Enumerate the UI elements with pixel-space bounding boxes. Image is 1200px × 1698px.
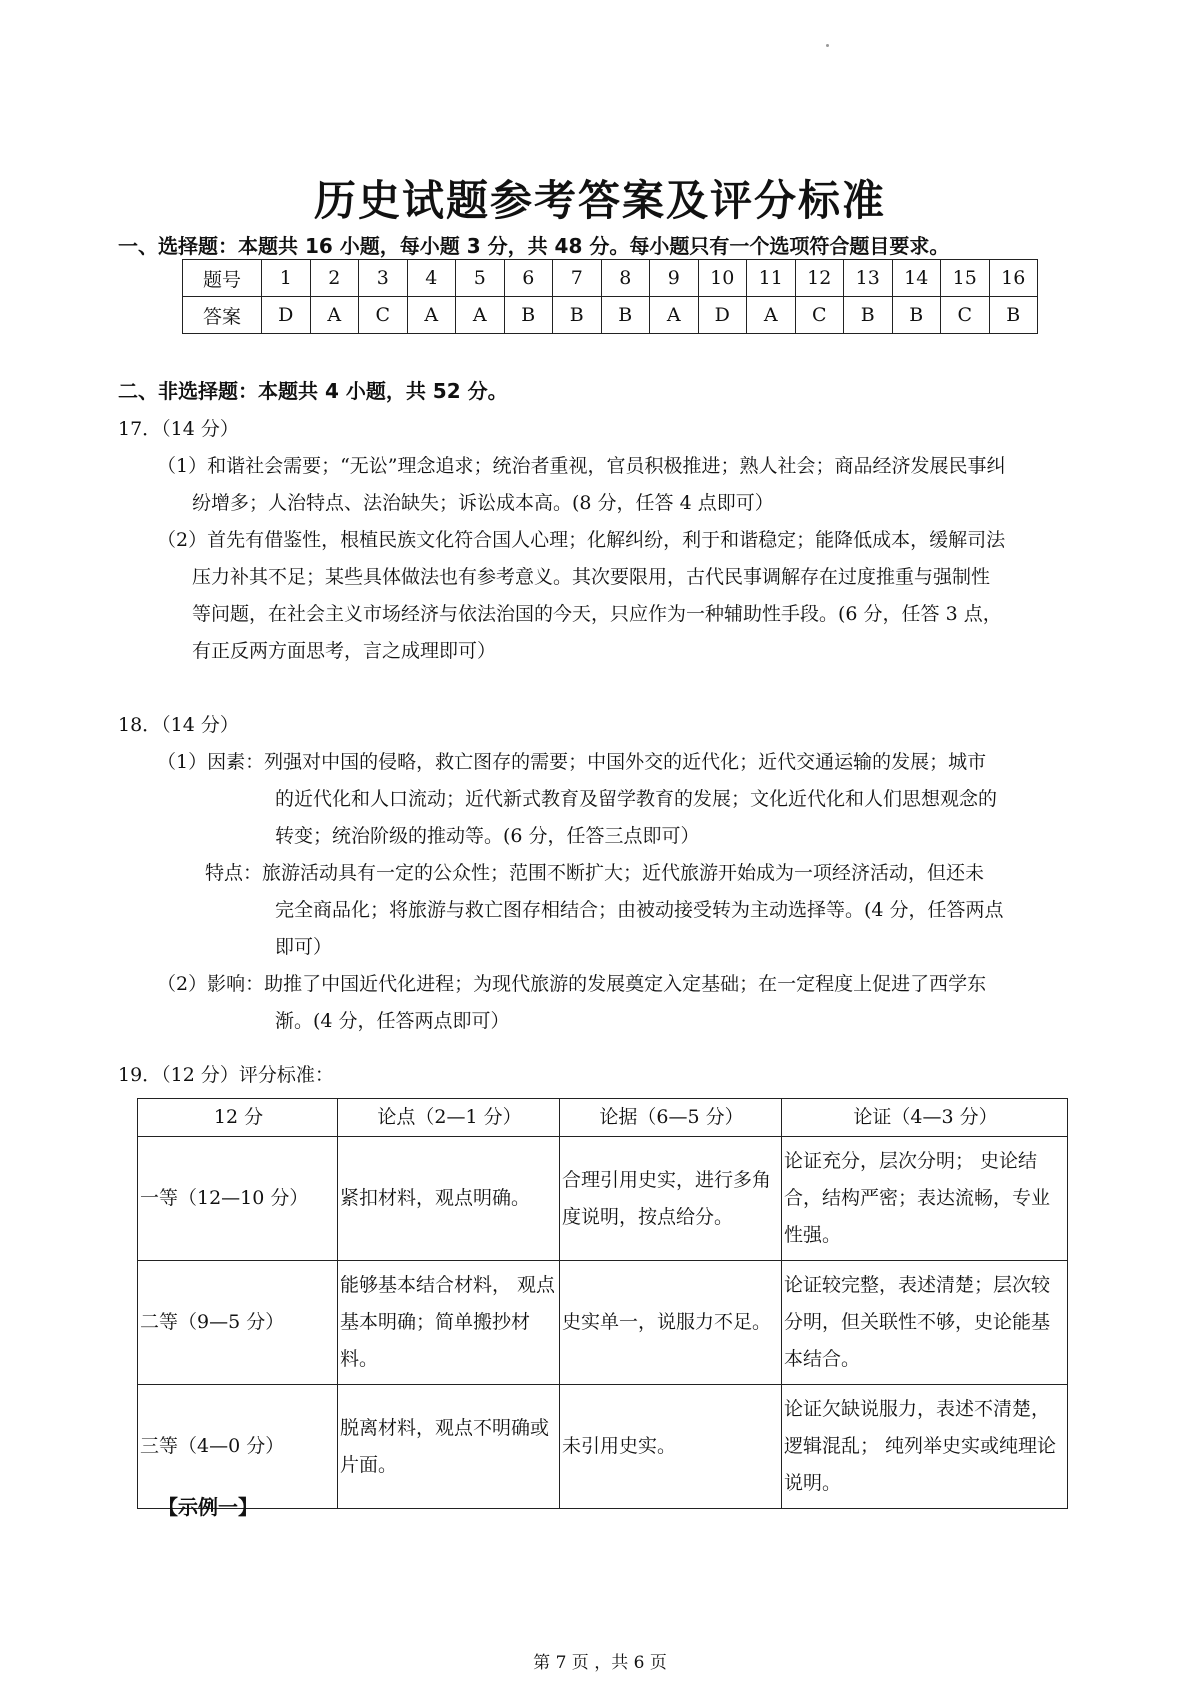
q17-heading: 17．（14 分） bbox=[118, 418, 239, 440]
reasoning-cell: 论证充分，层次分明； 史论结合，结构严密；表达流畅，专业性强。 bbox=[782, 1137, 1068, 1261]
question-number: 5 bbox=[456, 260, 505, 297]
q17-part2-line: 压力补其不足；某些具体做法也有参考意义。其次要限用，古代民事调解存在过度推重与强制性 bbox=[192, 566, 991, 588]
page-footer: 第 7 页 ，共 6 页 bbox=[533, 1653, 667, 1673]
answer-table-row-answers bbox=[183, 297, 1038, 334]
grading-header-cell: 论点（2—1 分） bbox=[338, 1099, 560, 1137]
question-number: 15 bbox=[941, 260, 990, 297]
q18-part1-line: 完全商品化；将旅游与救亡图存相结合；由被动接受转为主动选择等。(4 分，任答两点 bbox=[275, 899, 1004, 921]
scan-dot bbox=[826, 44, 829, 47]
q17-part1-line: （1）和谐社会需要；“无讼”理念追求；统治者重视，官员积极推进；熟人社会；商品经济发展民事纠 bbox=[157, 455, 1006, 477]
argument-cell: 紧扣材料，观点明确。 bbox=[338, 1137, 560, 1261]
answer-cell: C bbox=[795, 297, 844, 334]
answer-cell: B bbox=[553, 297, 602, 334]
question-number: 11 bbox=[747, 260, 796, 297]
answer-cell: B bbox=[892, 297, 941, 334]
answer-cell: B bbox=[504, 297, 553, 334]
grading-row bbox=[138, 1385, 1068, 1509]
question-number: 13 bbox=[844, 260, 893, 297]
q18-part1-line: 特点：旅游活动具有一定的公众性；范围不断扩大；近代旅游开始成为一项经济活动，但还未 bbox=[205, 862, 985, 884]
answer-cell: A bbox=[650, 297, 699, 334]
evidence-cell: 合理引用史实，进行多角度说明，按点给分。 bbox=[560, 1137, 782, 1261]
answer-table bbox=[182, 259, 1038, 334]
answer-table-label: 答案 bbox=[183, 297, 262, 334]
example-label: 【示例一】 bbox=[158, 1495, 258, 1519]
q17-part2-line: （2）首先有借鉴性，根植民族文化符合国人心理；化解纠纷，利于和谐稳定；能降低成本，缓解司法 bbox=[157, 529, 1006, 551]
question-number: 9 bbox=[650, 260, 699, 297]
argument-cell: 能够基本结合材料， 观点基本明确；简单搬抄材料。 bbox=[338, 1261, 560, 1385]
q19-heading: 19．（12 分）评分标准： bbox=[118, 1064, 334, 1086]
grading-table bbox=[137, 1098, 1068, 1509]
question-number: 4 bbox=[407, 260, 456, 297]
answer-cell: C bbox=[359, 297, 408, 334]
q17-part2-line: 有正反两方面思考，言之成理即可） bbox=[192, 640, 497, 662]
grading-header-cell: 12 分 bbox=[138, 1099, 338, 1137]
q18-heading: 18．（14 分） bbox=[118, 714, 239, 736]
answer-table-label: 题号 bbox=[183, 260, 262, 297]
reasoning-cell: 论证较完整，表述清楚；层次较分明，但关联性不够，史论能基本结合。 bbox=[782, 1261, 1068, 1385]
question-number: 2 bbox=[310, 260, 359, 297]
answer-cell: A bbox=[407, 297, 456, 334]
section-2-heading: 二、非选择题：本题共 4 小题，共 52 分。 bbox=[118, 379, 508, 403]
question-number: 8 bbox=[601, 260, 650, 297]
q18-part1-line: 的近代化和人口流动；近代新式教育及留学教育的发展；文化近代化和人们思想观念的 bbox=[275, 788, 998, 810]
q18-part1-line: 即可） bbox=[275, 936, 333, 958]
question-number: 6 bbox=[504, 260, 553, 297]
question-number: 14 bbox=[892, 260, 941, 297]
grade-level-cell: 二等（9—5 分） bbox=[138, 1261, 338, 1385]
grading-row bbox=[138, 1137, 1068, 1261]
q18-part2-line: 渐。(4 分，任答两点即可） bbox=[275, 1010, 510, 1032]
answer-cell: B bbox=[844, 297, 893, 334]
answer-cell: C bbox=[941, 297, 990, 334]
grade-level-cell: 三等（4—0 分） bbox=[138, 1385, 338, 1509]
page-title: 历史试题参考答案及评分标准 bbox=[313, 176, 886, 225]
grade-level-cell: 一等（12—10 分） bbox=[138, 1137, 338, 1261]
question-number: 1 bbox=[262, 260, 311, 297]
argument-cell: 脱离材料，观点不明确或片面。 bbox=[338, 1385, 560, 1509]
evidence-cell: 未引用史实。 bbox=[560, 1385, 782, 1509]
q17-part2-line: 等问题，在社会主义市场经济与依法治国的今天，只应作为一种辅助性手段。(6 分，任答 3 点， bbox=[192, 603, 1002, 625]
evidence-cell: 史实单一，说服力不足。 bbox=[560, 1261, 782, 1385]
q18-part1-line: 转变；统治阶级的推动等。(6 分，任答三点即可） bbox=[275, 825, 700, 847]
q18-part2-line: （2）影响：助推了中国近代化进程；为现代旅游的发展奠定入定基础；在一定程度上促进了西学东 bbox=[157, 973, 987, 995]
grading-header-cell: 论证（4—3 分） bbox=[782, 1099, 1068, 1137]
grading-header-cell: 论据（6—5 分） bbox=[560, 1099, 782, 1137]
section-1-heading: 一、选择题：本题共 16 小题，每小题 3 分，共 48 分。每小题只有一个选项符合题目要求。 bbox=[118, 234, 950, 258]
question-number: 12 bbox=[795, 260, 844, 297]
q18-part1-line: （1）因素：列强对中国的侵略，救亡图存的需要；中国外交的近代化；近代交通运输的发展；城市 bbox=[157, 751, 987, 773]
answer-cell: B bbox=[989, 297, 1038, 334]
answer-table-row-numbers bbox=[183, 260, 1038, 297]
reasoning-cell: 论证欠缺说服力，表述不清楚，逻辑混乱； 纯列举史实或纯理论说明。 bbox=[782, 1385, 1068, 1509]
answer-cell: B bbox=[601, 297, 650, 334]
question-number: 16 bbox=[989, 260, 1038, 297]
question-number: 7 bbox=[553, 260, 602, 297]
question-number: 3 bbox=[359, 260, 408, 297]
answer-cell: D bbox=[698, 297, 747, 334]
answer-cell: A bbox=[747, 297, 796, 334]
answer-cell: A bbox=[456, 297, 505, 334]
grading-table-header bbox=[138, 1099, 1068, 1137]
q17-part1-line: 纷增多；人治特点、法治缺失；诉讼成本高。(8 分，任答 4 点即可） bbox=[192, 492, 774, 514]
answer-cell: D bbox=[262, 297, 311, 334]
grading-row bbox=[138, 1261, 1068, 1385]
question-number: 10 bbox=[698, 260, 747, 297]
answer-cell: A bbox=[310, 297, 359, 334]
